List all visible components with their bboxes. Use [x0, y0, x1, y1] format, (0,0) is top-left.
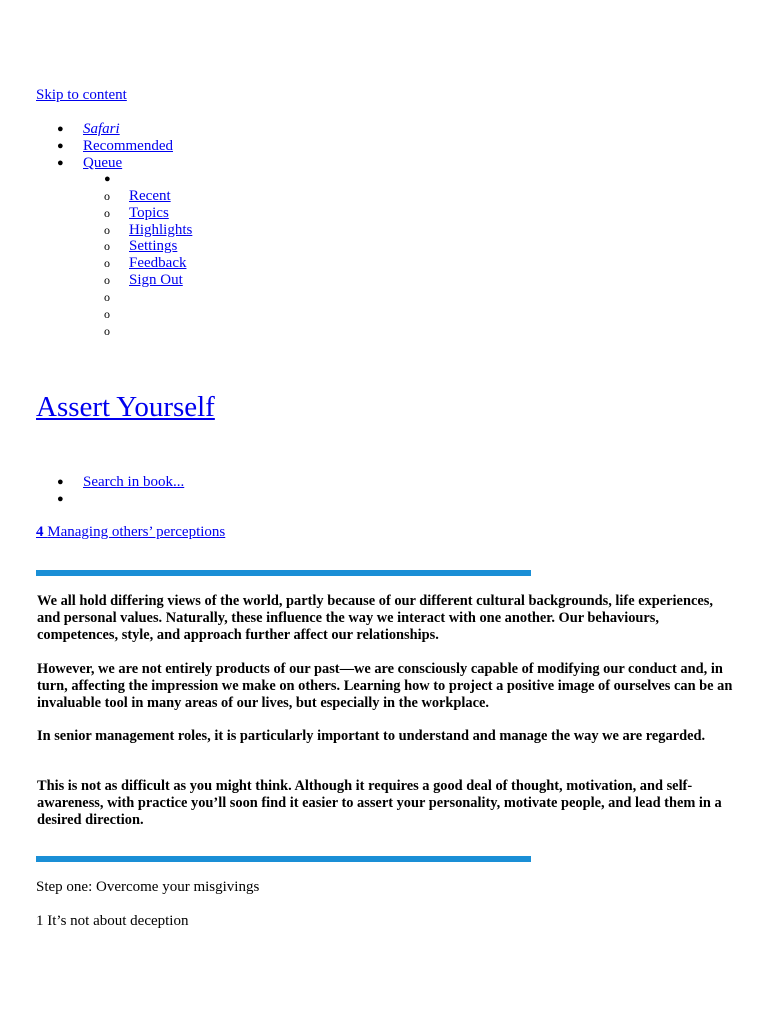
circle-bullet-icon: o: [104, 324, 110, 338]
feedback-link[interactable]: Feedback: [129, 255, 187, 271]
search-in-book-link[interactable]: Search in book...: [83, 474, 185, 490]
circle-bullet-icon: o: [104, 189, 110, 203]
bullet-icon: ●: [57, 493, 64, 505]
book-title-link[interactable]: Assert Yourself: [36, 391, 215, 423]
bullet-icon: ●: [57, 157, 64, 169]
settings-link[interactable]: Settings: [129, 238, 178, 254]
section-divider: [36, 570, 531, 576]
paragraph: In senior management roles, it is particularly important to understand and manage the way we are regarded.: [37, 728, 706, 744]
paragraph: This is not as difficult as you might think. Although it requires a good deal of thought, motivation, and self-awareness, with practice you’ll soon find it easier to assert your personality, motivate people, and lead them in a desired direction.: [37, 778, 722, 828]
highlights-link[interactable]: Highlights: [129, 222, 193, 238]
circle-bullet-icon: o: [104, 307, 110, 321]
chapter-number: 4: [36, 524, 44, 540]
step-heading: Step one: Overcome your misgivings: [36, 879, 260, 895]
queue-link[interactable]: Queue: [83, 155, 123, 171]
circle-bullet-icon: o: [104, 273, 110, 287]
topics-link[interactable]: Topics: [129, 205, 169, 221]
bullet-icon: ●: [57, 123, 64, 135]
circle-bullet-icon: o: [104, 223, 110, 237]
bullet-icon: ●: [57, 476, 64, 488]
skip-to-content-link[interactable]: Skip to content: [36, 87, 127, 103]
recommended-link[interactable]: Recommended: [83, 138, 173, 154]
subheading: 1 It’s not about deception: [36, 913, 189, 929]
sign-out-link[interactable]: Sign Out: [129, 272, 183, 288]
recent-link[interactable]: Recent: [129, 188, 171, 204]
circle-bullet-icon: o: [104, 239, 110, 253]
bullet-icon: ●: [104, 173, 111, 185]
chapter-link[interactable]: [36, 524, 225, 541]
section-divider: [36, 856, 531, 862]
circle-bullet-icon: o: [104, 256, 110, 270]
paragraph: However, we are not entirely products of our past—we are consciously capable of modifying our conduct and, in turn, affecting the impression we make on others. Learning how to project a positive image of ourselves can be an invaluable tool in many areas of our lives, but especially in the workplace.: [37, 661, 733, 711]
circle-bullet-icon: o: [104, 206, 110, 220]
circle-bullet-icon: o: [104, 290, 110, 304]
chapter-title: Managing others’ perceptions: [47, 524, 226, 540]
safari-link[interactable]: Safari: [83, 121, 120, 137]
paragraph: We all hold differing views of the world, partly because of our different cultural backgrounds, life experiences, and personal values. Naturally, these influence the way we interact with one another. Our behaviours, competences, style, and approach further affect our relationships.: [37, 593, 713, 643]
bullet-icon: ●: [57, 140, 64, 152]
